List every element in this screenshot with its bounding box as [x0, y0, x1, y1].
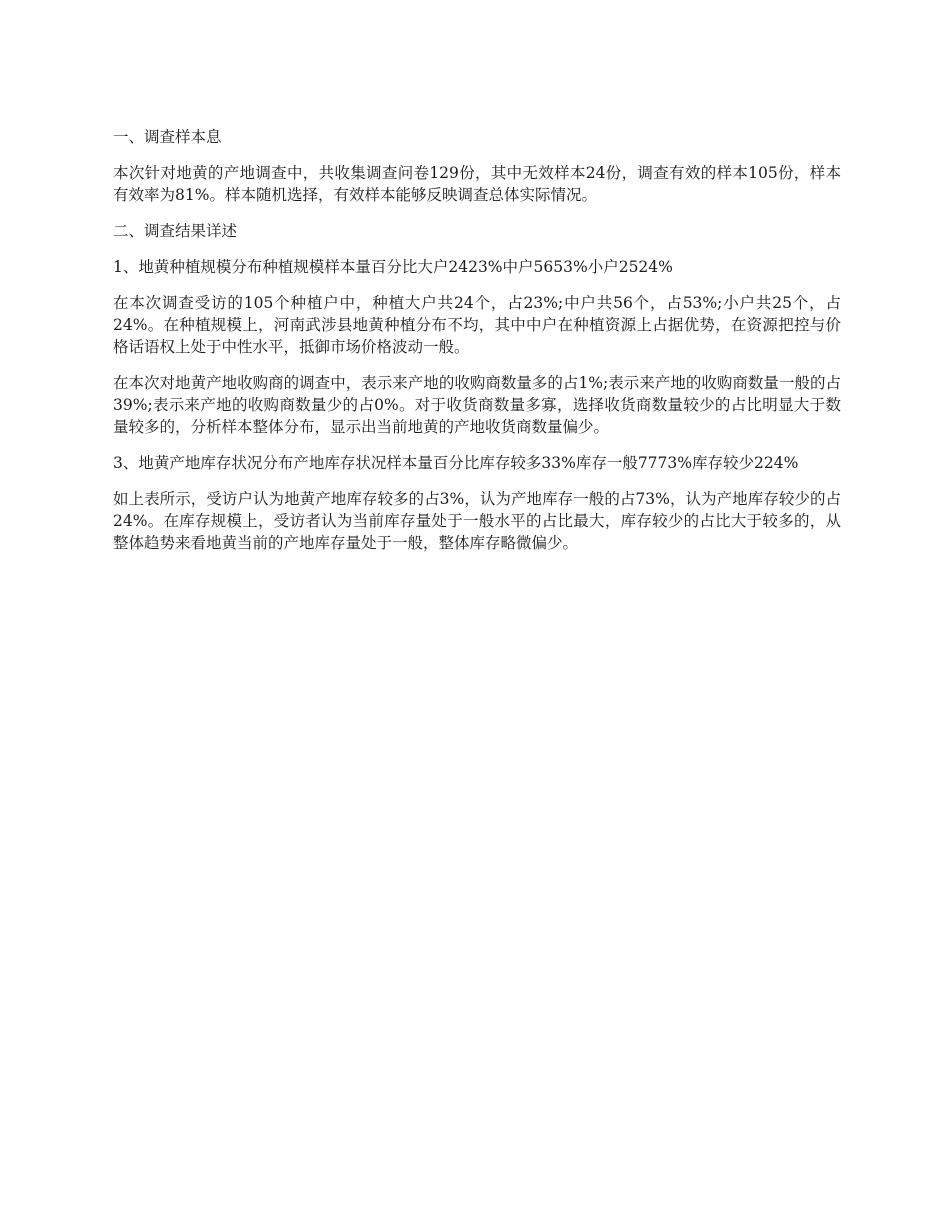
paragraph-buyers: 在本次对地黄产地收购商的调查中，表示来产地的收购商数量多的占1%;表示来产地的收购商数量一般的占39%;表示来产地的收购商数量少的占0%。对于收货商数量多寡，选择收货商数量较少的占比明显大于数量较多的，分析样本整体分布，显示出当前地黄的产地收货商数量偏少。: [113, 374, 841, 436]
document-body: [113, 126, 841, 568]
subheading-inventory: 3、地黄产地库存状况分布产地库存状况样本量百分比库存较多33%库存一般7773%库存较少224%: [113, 454, 799, 472]
paragraph-inventory: 如上表所示，受访户认为地黄产地库存较多的占3%，认为产地库存一般的占73%，认为产地库存较少的占24%。在库存规模上，受访者认为当前库存量处于一般水平的占比最大，库存较少的占比大于较多的，从整体趋势来看地黄当前的产地库存量处于一般，整体库存略微偏少。: [113, 490, 841, 552]
section-heading-results: 二、调查结果详述: [113, 222, 238, 240]
subheading-planting-scale: 1、地黄种植规模分布种植规模样本量百分比大户2423%中户5653%小户2524%: [113, 258, 673, 276]
section-heading-sample-info: 一、调查样本息: [113, 128, 222, 146]
paragraph-sample-summary: 本次针对地黄的产地调查中，共收集调查问卷129份，其中无效样本24份，调查有效的样本105份，样本有效率为81%。样本随机选择，有效样本能够反映调查总体实际情况。: [113, 164, 841, 204]
paragraph-planting-scale: 在本次调查受访的105个种植户中，种植大户共24个，占23%;中户共56个，占53%;小户共25个，占24%。在种植规模上，河南武涉县地黄种植分布不均，其中中户在种植资源上占据优势，在资源把控与价格话语权上处于中性水平，抵御市场价格波动一般。: [113, 294, 841, 356]
